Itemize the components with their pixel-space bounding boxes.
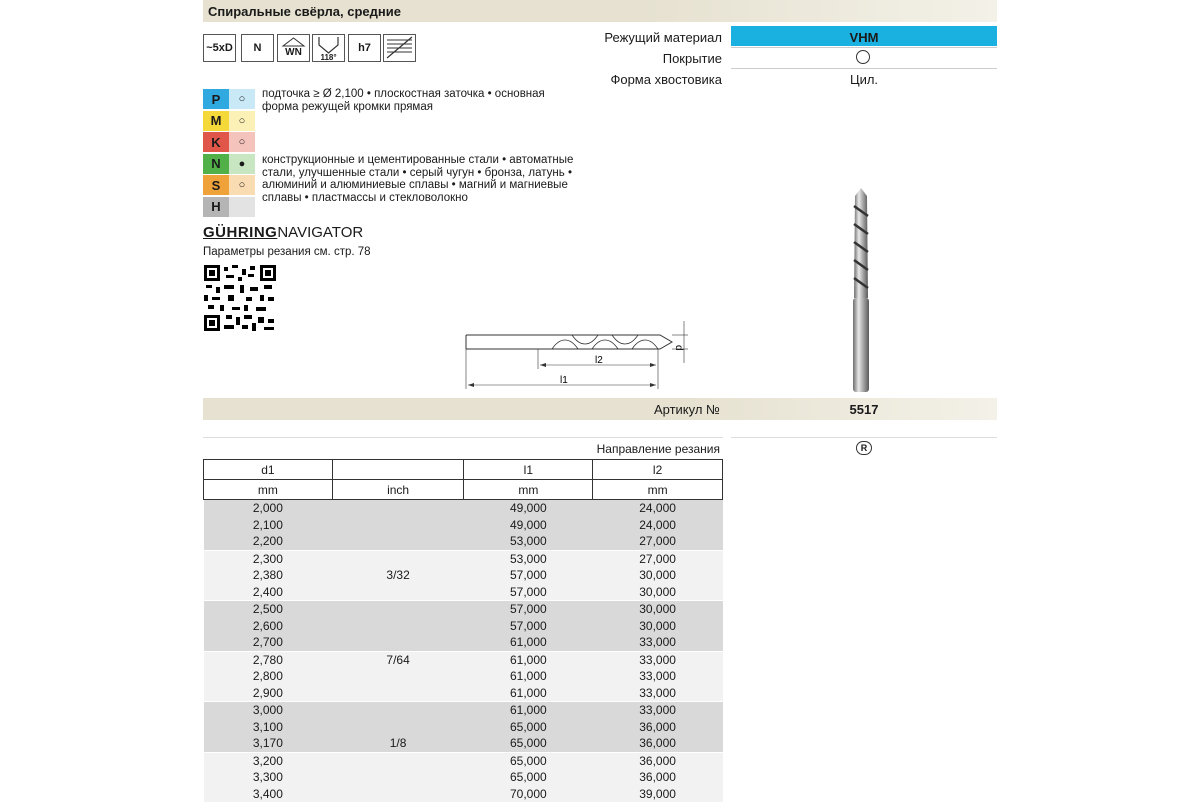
cell-inch: 7/64 xyxy=(332,651,464,668)
cell-l2: 24,000 xyxy=(593,500,723,517)
no-coolant-icon xyxy=(384,35,415,61)
cell-inch xyxy=(332,517,464,534)
article-number: 5517 xyxy=(731,402,997,417)
cell-l2: 30,000 xyxy=(593,601,723,618)
cell-inch xyxy=(332,668,464,685)
cell-l1: 61,000 xyxy=(464,651,593,668)
guhring-navigator-logo: GÜHRINGNAVIGATOR xyxy=(203,224,363,241)
type-chip: N xyxy=(241,34,274,62)
unit-l1: mm xyxy=(464,480,593,500)
cell-d1: 2,600 xyxy=(204,618,333,635)
cell-l1: 49,000 xyxy=(464,500,593,517)
unit-d1: mm xyxy=(204,480,333,500)
material-letter: M xyxy=(203,111,229,131)
cell-inch xyxy=(332,752,464,769)
material-row xyxy=(203,175,255,195)
table-row xyxy=(204,634,723,651)
material-letter: N xyxy=(203,154,229,174)
standard-chip: WN xyxy=(277,34,310,62)
table-row xyxy=(204,651,723,668)
cell-inch xyxy=(332,769,464,786)
cell-inch xyxy=(332,618,464,635)
cell-l2: 33,000 xyxy=(593,702,723,719)
d-label: d xyxy=(673,345,684,351)
material-suitability-icon: ○ xyxy=(229,175,255,195)
length-chip: ~5xD xyxy=(203,34,236,62)
cutting-params-note: Параметры резания см. стр. 78 xyxy=(203,246,371,258)
cell-inch xyxy=(332,685,464,702)
cell-inch: 1/8 xyxy=(332,735,464,752)
table-row xyxy=(204,702,723,719)
cell-l2: 33,000 xyxy=(593,685,723,702)
cell-inch xyxy=(332,533,464,550)
header-inch xyxy=(332,460,464,480)
table-row xyxy=(204,601,723,618)
cell-inch xyxy=(332,702,464,719)
drill-photo xyxy=(846,188,876,394)
material-row xyxy=(203,132,255,152)
cell-l2: 36,000 xyxy=(593,769,723,786)
table-row xyxy=(204,735,723,752)
cell-d1: 2,500 xyxy=(204,601,333,618)
cell-l2: 33,000 xyxy=(593,634,723,651)
cutting-material-label: Режущий материал xyxy=(522,30,722,45)
no-coating-icon xyxy=(856,50,870,64)
cell-d1: 2,200 xyxy=(204,533,333,550)
cell-l1: 61,000 xyxy=(464,668,593,685)
cell-l2: 33,000 xyxy=(593,651,723,668)
cell-l2: 30,000 xyxy=(593,584,723,601)
divider xyxy=(731,68,997,69)
cell-d1: 2,780 xyxy=(204,651,333,668)
table-row xyxy=(204,685,723,702)
table-row xyxy=(204,668,723,685)
cell-inch: 3/32 xyxy=(332,567,464,584)
material-suitability-icon xyxy=(229,197,255,217)
geometry-description: подточка ≥ Ø 2,100 • плоскостная заточка • основная форма режущей кромки прямая xyxy=(262,88,582,113)
cell-l1: 57,000 xyxy=(464,567,593,584)
cell-l1: 61,000 xyxy=(464,685,593,702)
cell-l1: 65,000 xyxy=(464,719,593,736)
drill-drawing xyxy=(460,315,700,395)
cell-l1: 53,000 xyxy=(464,533,593,550)
cell-l2: 27,000 xyxy=(593,533,723,550)
cell-inch xyxy=(332,500,464,517)
cell-d1: 2,800 xyxy=(204,668,333,685)
table-row xyxy=(204,752,723,769)
cell-inch xyxy=(332,634,464,651)
table-row xyxy=(204,533,723,550)
cell-l2: 33,000 xyxy=(593,668,723,685)
cell-inch xyxy=(332,550,464,567)
header-l2: l2 xyxy=(593,460,723,480)
table-row xyxy=(204,550,723,567)
material-suitability-icon: ○ xyxy=(229,111,255,131)
coating-label: Покрытие xyxy=(522,51,722,66)
unit-inch: inch xyxy=(332,480,464,500)
material-suitability-icon: ○ xyxy=(229,89,255,109)
cell-l2: 36,000 xyxy=(593,735,723,752)
cell-d1: 2,900 xyxy=(204,685,333,702)
tolerance-chip: h7 xyxy=(348,34,381,62)
table-row xyxy=(204,719,723,736)
cell-l1: 57,000 xyxy=(464,584,593,601)
cell-l1: 65,000 xyxy=(464,769,593,786)
cell-l1: 65,000 xyxy=(464,752,593,769)
material-row xyxy=(203,111,255,131)
material-letter: K xyxy=(203,132,229,152)
cell-inch xyxy=(332,719,464,736)
cell-d1: 3,100 xyxy=(204,719,333,736)
unit-l2: mm xyxy=(593,480,723,500)
divider xyxy=(731,47,997,48)
cell-d1: 2,380 xyxy=(204,567,333,584)
cell-inch xyxy=(332,584,464,601)
coolant-chip xyxy=(383,34,416,62)
l1-label: l1 xyxy=(560,375,568,386)
page-title: Спиральные свёрла, средние xyxy=(208,4,401,19)
cell-l1: 61,000 xyxy=(464,702,593,719)
right-hand-icon: R xyxy=(856,441,872,455)
cell-d1: 3,170 xyxy=(204,735,333,752)
material-row xyxy=(203,197,255,217)
cell-l1: 53,000 xyxy=(464,550,593,567)
cell-l2: 36,000 xyxy=(593,752,723,769)
cell-d1: 3,200 xyxy=(204,752,333,769)
cell-d1: 3,300 xyxy=(204,769,333,786)
cutting-material-value: VHM xyxy=(731,30,997,45)
material-letter: H xyxy=(203,197,229,217)
material-row xyxy=(203,154,255,174)
article-label: Артикул № xyxy=(520,402,720,417)
material-row xyxy=(203,89,255,109)
l2-label: l2 xyxy=(595,355,603,366)
cell-inch xyxy=(332,601,464,618)
dimensions-table xyxy=(203,459,723,802)
cell-l2: 36,000 xyxy=(593,719,723,736)
table-row xyxy=(204,567,723,584)
table-row xyxy=(204,584,723,601)
cell-d1: 3,400 xyxy=(204,786,333,802)
header-d1: d1 xyxy=(204,460,333,480)
table-row xyxy=(204,500,723,517)
table-row xyxy=(204,769,723,786)
table-units-row xyxy=(204,480,723,500)
shank-value: Цил. xyxy=(731,72,997,87)
angle-chip: 118° xyxy=(312,34,345,62)
divider xyxy=(731,437,997,438)
divider xyxy=(203,437,723,438)
cell-l1: 65,000 xyxy=(464,735,593,752)
shank-label: Форма хвостовика xyxy=(522,72,722,87)
cell-l1: 61,000 xyxy=(464,634,593,651)
cell-l1: 57,000 xyxy=(464,618,593,635)
cell-d1: 2,400 xyxy=(204,584,333,601)
material-suitability-icon: ○ xyxy=(229,132,255,152)
table-row xyxy=(204,618,723,635)
cell-d1: 2,100 xyxy=(204,517,333,534)
cell-l2: 27,000 xyxy=(593,550,723,567)
cell-l2: 24,000 xyxy=(593,517,723,534)
cell-d1: 2,300 xyxy=(204,550,333,567)
cutting-direction-label: Направление резания xyxy=(520,442,720,456)
cell-d1: 3,000 xyxy=(204,702,333,719)
cell-l2: 30,000 xyxy=(593,567,723,584)
qr-code-icon[interactable] xyxy=(204,265,276,331)
cell-d1: 2,700 xyxy=(204,634,333,651)
materials-description: конструкционные и цементированные стали • автоматные стали, улучшенные стали • серый чугун • бронза, латунь • алюминий и алюминиевые сплавы • магний и магниевые сплавы • пластмассы и стекловолокно xyxy=(262,154,582,204)
cell-l1: 70,000 xyxy=(464,786,593,802)
table-header-row xyxy=(204,460,723,480)
material-letter: S xyxy=(203,175,229,195)
material-suitability-icon: ● xyxy=(229,154,255,174)
header-l1: l1 xyxy=(464,460,593,480)
material-letter: P xyxy=(203,89,229,109)
cell-l1: 49,000 xyxy=(464,517,593,534)
table-row xyxy=(204,517,723,534)
cell-l2: 30,000 xyxy=(593,618,723,635)
cell-l2: 39,000 xyxy=(593,786,723,802)
cell-l1: 57,000 xyxy=(464,601,593,618)
cell-d1: 2,000 xyxy=(204,500,333,517)
